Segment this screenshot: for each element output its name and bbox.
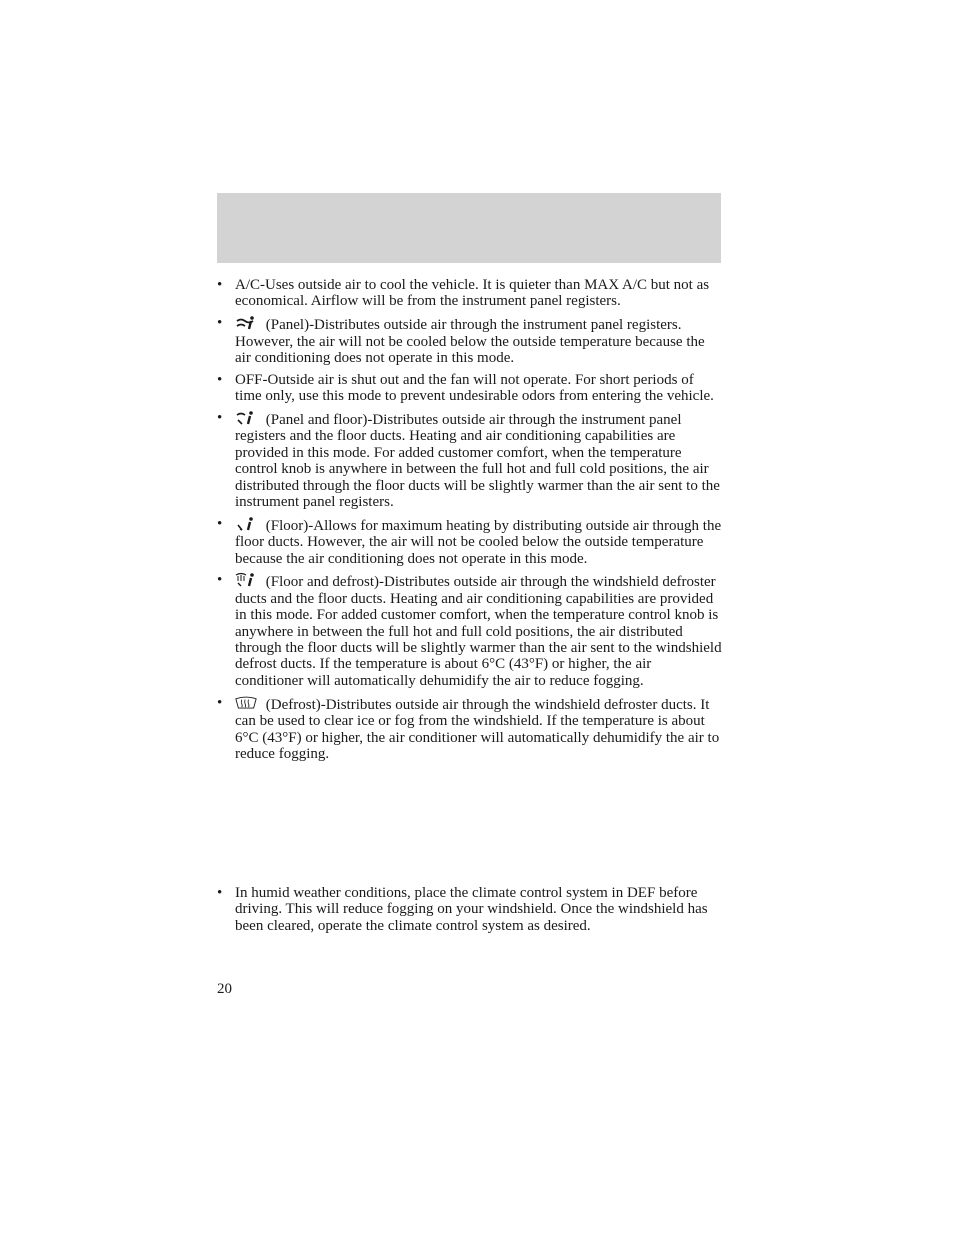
floor-vent-icon — [235, 516, 257, 532]
list-item-off — [217, 372, 722, 405]
list-item-text: A/C-Uses outside air to cool the vehicle. It is quieter than MAX A/C but not as economical. Airflow will be from the instrument panel registers. — [235, 277, 710, 310]
list-item-ac — [217, 277, 722, 310]
floor-defrost-icon — [235, 572, 257, 588]
panel-floor-vent-icon — [235, 410, 257, 426]
tips-list — [217, 885, 722, 940]
bullet-dot: • — [217, 572, 223, 589]
list-item-text: (Panel)-Distributes outside air through the instrument panel registers. However, the air will not be cooled below the outside temperature because the air conditioning does not operate in this mode. — [235, 317, 705, 367]
list-item-defrost — [217, 695, 722, 763]
bullet-dot: • — [217, 515, 223, 532]
list-item-panel — [217, 315, 722, 366]
list-item-text: OFF-Outside air is shut out and the fan will not operate. For short periods of time only, use this mode to prevent undesirable odors from entering the vehicle. — [235, 371, 714, 405]
list-item-text: (Defrost)-Distributes outside air through the windshield defroster ducts. It can be used to clear ice or fog from the windshield. If the temperature is about 6°C (43°F) or higher, the air conditioner will automatically dehumidify the air to reduce fogging. — [235, 696, 720, 762]
list-item-text: (Floor)-Allows for maximum heating by distributing outside air through the floor ducts. However, the air will not be cooled below the outside temperature because the air conditioning does not operate in this mode. — [235, 517, 722, 567]
list-item-humid-tip — [217, 885, 722, 934]
list-item-panel-floor — [217, 410, 722, 510]
section-header-band — [217, 193, 721, 263]
page-number: 20 — [217, 981, 232, 997]
list-item-text: In humid weather conditions, place the climate control system in DEF before driving. This will reduce fogging on your windshield. Once the windshield has been cleared, operate the climate control system as desired. — [235, 885, 708, 934]
bullet-dot: • — [217, 694, 223, 711]
list-item-floor-defrost — [217, 572, 722, 689]
bullet-dot: • — [217, 371, 223, 388]
panel-vent-icon — [235, 315, 257, 331]
airflow-mode-list — [217, 277, 722, 768]
bullet-dot: • — [217, 885, 223, 901]
list-item-text: (Panel and floor)-Distributes outside air through the instrument panel registers and the floor ducts. Heating and air conditioning capabilities are provided in this mode. For added customer comfort, when the temperature control knob is anywhere in between the full hot and full cold positions, the air distributed through the floor ducts will be slightly warmer than the air sent to the instrument panel registers. — [235, 412, 720, 511]
defrost-icon — [235, 695, 257, 711]
bullet-dot: • — [217, 410, 223, 427]
list-item-text: (Floor and defrost)-Distributes outside air through the windshield defroster ducts and the floor ducts. Heating and air conditioning capabilities are provided in this mode. For added customer comfort, when the temperature control knob is anywhere in between the full hot and full cold positions, the air distributed through the floor ducts will be slightly warmer than the air sent to the windshield defrost ducts. If the temperature is about 6°C (43°F) or higher, the air conditioner will automatically dehumidify the air to reduce fogging. — [235, 574, 722, 689]
list-item-floor — [217, 516, 722, 567]
bullet-dot: • — [217, 315, 223, 332]
bullet-dot: • — [217, 277, 223, 293]
